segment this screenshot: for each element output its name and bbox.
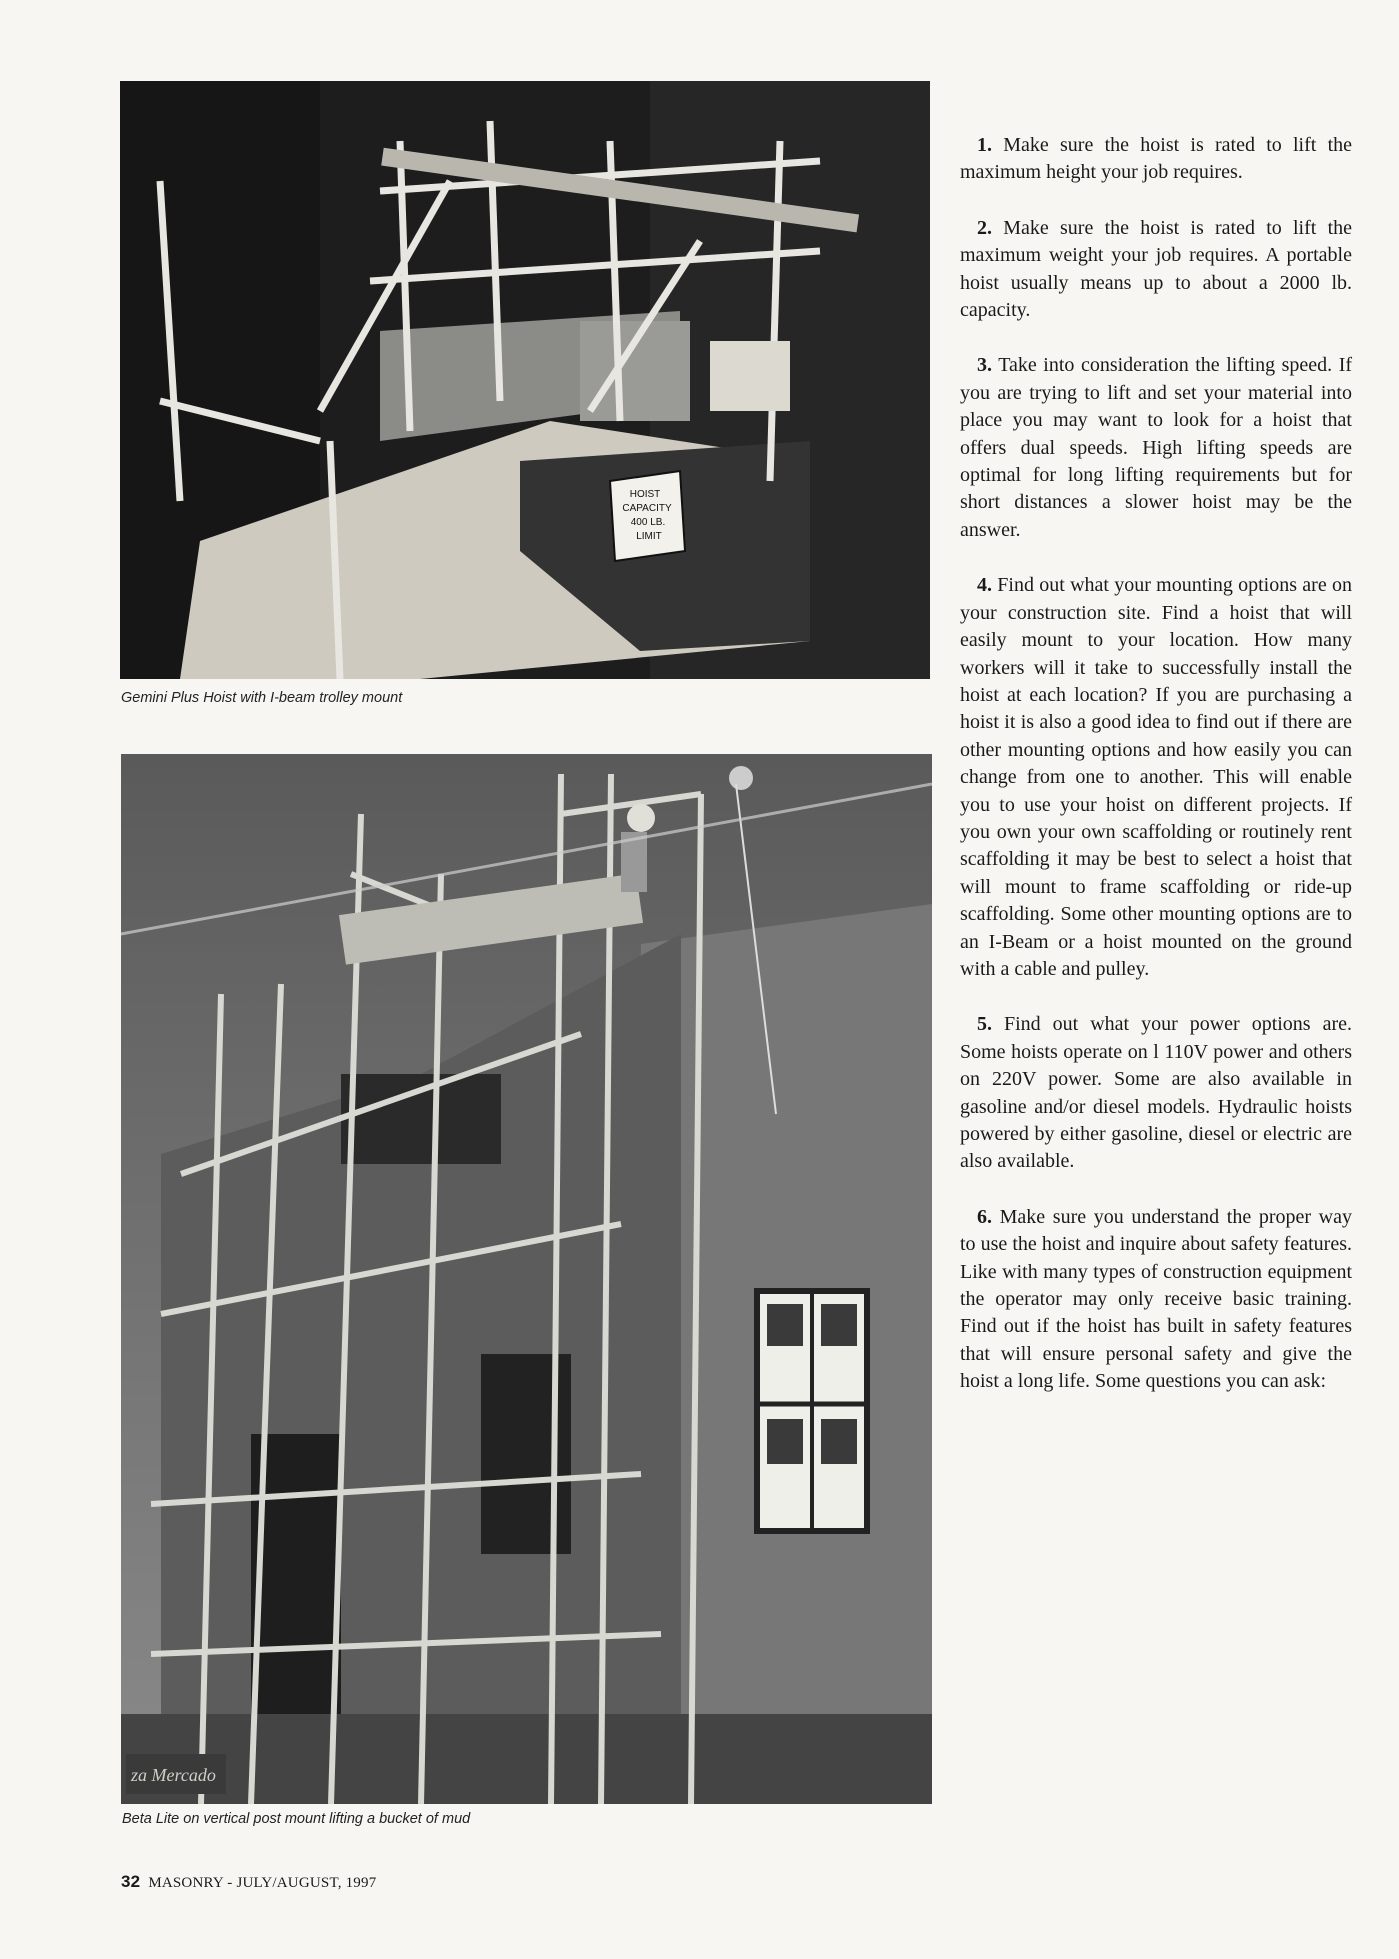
publication-line: MASONRY - JULY/AUGUST, 1997 <box>148 1875 377 1891</box>
photo-caption-2: Beta Lite on vertical post mount lifting a bucket of mud <box>122 1811 471 1827</box>
item-number: 1. <box>977 134 992 156</box>
photo-gemini-plus-hoist <box>120 81 930 679</box>
item-number: 4. <box>977 574 992 597</box>
list-item <box>960 352 1352 544</box>
item-text: Make sure the hoist is rated to lift the maximum weight your job requires. A portable hoist usually means up to about a 2000 lb. capacity. <box>960 216 1352 322</box>
list-item <box>960 1204 1352 1396</box>
page-footer <box>121 1872 376 1892</box>
item-text: Find out what your mounting options are on your construction site. Find a hoist that will easily mount to your location. How many workers will it take to successfully install the hoist at each location? If you are purchasing a hoist it is also a good idea to find out if there are other mounting options and how easily you can change from one to another. This will enable you to use your hoist on different projects. If you own your own scaffolding or routinely rent scaffolding it may be best to select a hoist that will mount to frame scaffolding or ride-up scaffolding. Some other mounting options are to an I-Beam or a hoist mounted on the ground with a cable and pulley. <box>960 574 1352 980</box>
item-text: Find out what your power options are. Some hoists operate on l 110V power and others on 220V power. Some are also available in gasoline and/or diesel models. Hydraulic hoists powered by either gasoline, diesel or electric are also available. <box>960 1013 1352 1173</box>
page-number: 32 <box>121 1872 141 1891</box>
hoist-sign-line-3: 400 LB. <box>630 517 666 528</box>
item-text: Make sure you understand the proper way to use the hoist and inquire about safety features. Like with many types of construction equipment the operator may only receive basic training. Find out if the hoist has built in safety features that will ensure personal safety and give the hoist a long life. Some questions you can ask: <box>960 1205 1353 1393</box>
photo-caption-1: Gemini Plus Hoist with I-beam trolley mount <box>121 690 403 706</box>
hoist-sign-line-1: HOIST <box>629 489 661 500</box>
photo-beta-lite-hoist <box>121 754 932 1804</box>
list-item <box>960 1011 1352 1175</box>
list-item <box>960 215 1352 325</box>
item-number: 2. <box>977 216 992 239</box>
item-number: 6. <box>977 1205 992 1228</box>
item-text: Take into consideration the lifting speed. If you are trying to lift and set your material into place you may want to look for a hoist that offers dual speeds. High lifting speeds are optimal for long lifting requirements but for short distances a slower hoist may be the answer. <box>960 354 1353 541</box>
storefront-sign-text: za Mercado <box>131 1765 216 1785</box>
list-item <box>960 572 1352 983</box>
hoist-sign-line-2: CAPACITY <box>622 503 672 514</box>
list-item <box>960 132 1352 187</box>
item-number: 5. <box>977 1013 992 1036</box>
item-text: Make sure the hoist is rated to lift the maximum height your job requires. <box>960 134 1352 184</box>
hoist-sign-line-4: LIMIT <box>636 531 662 542</box>
item-number: 3. <box>977 354 992 377</box>
article-column <box>960 132 1352 1424</box>
